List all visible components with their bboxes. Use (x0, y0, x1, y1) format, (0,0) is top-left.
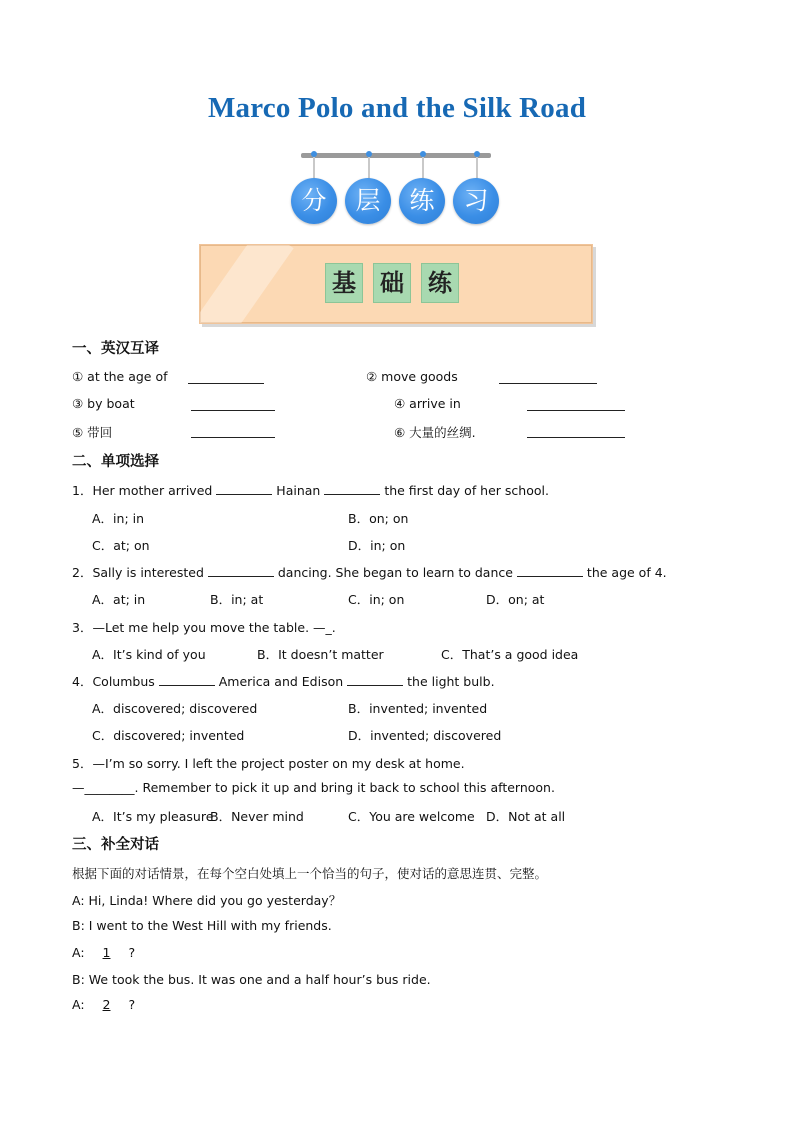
answer-blank[interactable]: 2 (102, 997, 111, 1012)
question-text: the age of 4. (586, 565, 667, 580)
answer-blank[interactable] (324, 481, 380, 495)
answer-blank[interactable] (191, 437, 275, 438)
dialog-line-blank-2: A: 2 ? (72, 997, 136, 1012)
tier-label-circle: 练 (399, 178, 445, 224)
option-c[interactable]: C．in; on (348, 592, 405, 607)
hanger-stem (313, 157, 315, 179)
answer-blank[interactable] (499, 383, 597, 384)
dialog-line: B: I went to the West Hill with my friends. (72, 918, 332, 933)
option-b[interactable]: B．invented; invented (348, 701, 488, 716)
question-text: Hainan (276, 483, 321, 498)
tier-label-circle: 层 (345, 178, 391, 224)
answer-blank[interactable] (527, 437, 625, 438)
translate-item: ⑥ 大量的丝绸. (394, 425, 476, 440)
option-a[interactable]: A．at; in (92, 592, 146, 607)
option-a[interactable]: A．in; in (92, 511, 145, 526)
translate-item: ① at the age of (72, 369, 168, 384)
translate-item: ④ arrive in (394, 396, 461, 411)
option-b[interactable]: B．Never mind (210, 809, 304, 824)
question-3: 3．—Let me help you move the table. —_. (72, 620, 336, 635)
page-title: Marco Polo and the Silk Road (207, 92, 587, 124)
hanger-bar (301, 153, 491, 158)
option-b[interactable]: B．on; on (348, 511, 409, 526)
answer-blank[interactable] (347, 672, 403, 686)
answer-blank[interactable] (188, 383, 264, 384)
question-text: 1．Her mother arrived (72, 483, 213, 498)
answer-blank[interactable] (527, 410, 625, 411)
option-d[interactable]: D．on; at (486, 592, 545, 607)
dialog-line: B: We took the bus. It was one and a half hour’s bus ride. (72, 972, 431, 987)
option-b[interactable]: B．in; at (210, 592, 264, 607)
question-text: dancing. She began to learn to dance (277, 565, 513, 580)
question-4 (72, 672, 495, 690)
option-d[interactable]: D．in; on (348, 538, 406, 553)
answer-blank[interactable] (208, 563, 274, 577)
dialog-line-blank-1: A: 1 ? (72, 945, 136, 960)
hanger-stem (422, 157, 424, 179)
answer-blank[interactable]: 1 (102, 945, 111, 960)
answer-blank[interactable] (517, 563, 583, 577)
question-1 (72, 481, 549, 499)
option-a[interactable]: A．It’s my pleasure (92, 809, 214, 824)
option-a[interactable]: A．It’s kind of you (92, 647, 206, 662)
banner-tile: 基 (325, 263, 363, 303)
option-d[interactable]: D．invented; discovered (348, 728, 502, 743)
translate-item: ② move goods (366, 369, 458, 384)
banner-tile: 练 (421, 263, 459, 303)
translate-item: ⑤ 带回 (72, 425, 113, 440)
option-c[interactable]: C．You are welcome (348, 809, 475, 824)
question-text: 2．Sally is interested (72, 565, 204, 580)
tier-label-circle: 分 (291, 178, 337, 224)
dialog-instructions: 根据下面的对话情景，在每个空白处填上一个恰当的句子，使对话的意思连贯、完整。 (72, 866, 548, 881)
question-text: America and Edison (218, 674, 344, 689)
question-text: 4．Columbus (72, 674, 155, 689)
option-d[interactable]: D．Not at all (486, 809, 566, 824)
answer-blank[interactable] (191, 410, 275, 411)
answer-blank[interactable] (216, 481, 272, 495)
question-text: the first day of her school. (384, 483, 549, 498)
section-heading: 二、单项选择 (72, 454, 159, 470)
option-c[interactable]: C．at; on (92, 538, 150, 553)
section-heading: 三、补全对话 (72, 837, 159, 853)
question-text: the light bulb. (407, 674, 495, 689)
question-5: 5．—I’m so sorry. I left the project poster on my desk at home. (72, 756, 465, 771)
question-2 (72, 563, 667, 581)
banner-tile: 础 (373, 263, 411, 303)
option-c[interactable]: C．That’s a good idea (441, 647, 579, 662)
hanger-stem (476, 157, 478, 179)
translate-item: ③ by boat (72, 396, 135, 411)
section-heading: 一、英汉互译 (72, 341, 159, 357)
question-5-reply: —________. Remember to pick it up and bring it back to school this afternoon. (72, 780, 555, 795)
dialog-line: A: Hi, Linda! Where did you go yesterday？ (72, 893, 342, 908)
option-a[interactable]: A．discovered; discovered (92, 701, 258, 716)
answer-blank[interactable] (159, 672, 215, 686)
option-c[interactable]: C．discovered; invented (92, 728, 245, 743)
hanger-stem (368, 157, 370, 179)
tier-label-circle: 习 (453, 178, 499, 224)
option-b[interactable]: B．It doesn’t matter (257, 647, 384, 662)
